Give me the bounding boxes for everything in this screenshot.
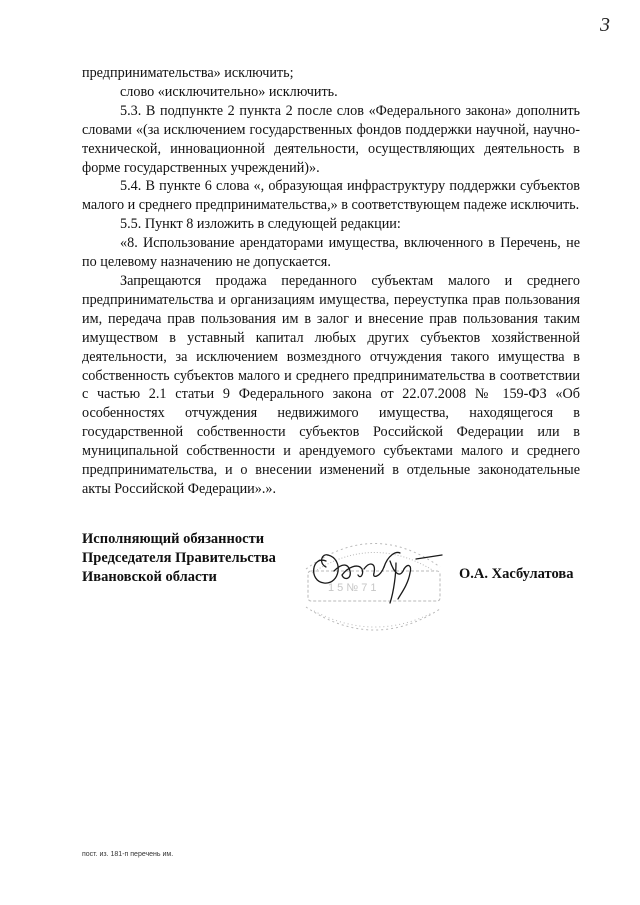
signatory-title-line: Исполняющий обязанности — [82, 531, 265, 547]
svg-text:1 5 № 7 1: 1 5 № 7 1 — [328, 582, 377, 594]
paragraph: Запрещаются продажа переданного субъектам малого и среднего предпринимательства и организациям имущества, переуступка прав пользования им, передача прав пользования им в залог и внесение прав пользования таким имуществом в уставный капитал любых других субъектов хозяйственной деятельности, за исключением возмездного отчуждения такого имущества в собственность субъектов малого и среднего предпринимательства в соответствии с частью 2.1 статьи 9 Федерального закона от 22.07.2008 № 159-ФЗ «Об особенностях отчуждения недвижимого имущества, находящегося в государственной собственности субъектов Российской Федерации или в муниципальной собственности и арендуемого субъектами малого и среднего предпринимательства, и о внесении изменений в отдельные законодательные акты Российской Федерации».». — [82, 272, 580, 497]
signatory-title — [82, 530, 276, 587]
signatory-name: О.А. Хасбулатова — [459, 566, 574, 582]
paragraph: «8. Использование арендаторами имущества, включенного в Перечень, не по целевому назначению не допускается. — [82, 235, 580, 271]
signatory-title-line: Ивановской области — [82, 569, 217, 585]
footer-note: пост. из. 181-п перечень им. — [82, 851, 174, 858]
document-body — [82, 64, 580, 499]
paragraph: предпринимательства» исключить; — [82, 65, 294, 81]
paragraph: 5.3. В подпункте 2 пункта 2 после слов «Федерального закона» дополнить словами «(за исключением государственных фондов поддержки научной, научно-технической, инновационной деятельности, осуществляющих деятельность в форме государственных учреждений)». — [82, 102, 580, 176]
signatory-title-line: Председателя Правительства — [82, 550, 276, 566]
paragraph: 5.4. В пункте 6 слова «, образующая инфраструктуру поддержки субъектов малого и среднего предпринимательства,» в соответствующем падеже исключить. — [82, 178, 580, 214]
page-number: 3 — [600, 14, 610, 36]
handwritten-signature — [304, 533, 454, 608]
paragraph: слово «исключительно» исключить. — [120, 83, 338, 100]
paragraph: 5.5. Пункт 8 изложить в следующей редакции: — [120, 216, 401, 233]
